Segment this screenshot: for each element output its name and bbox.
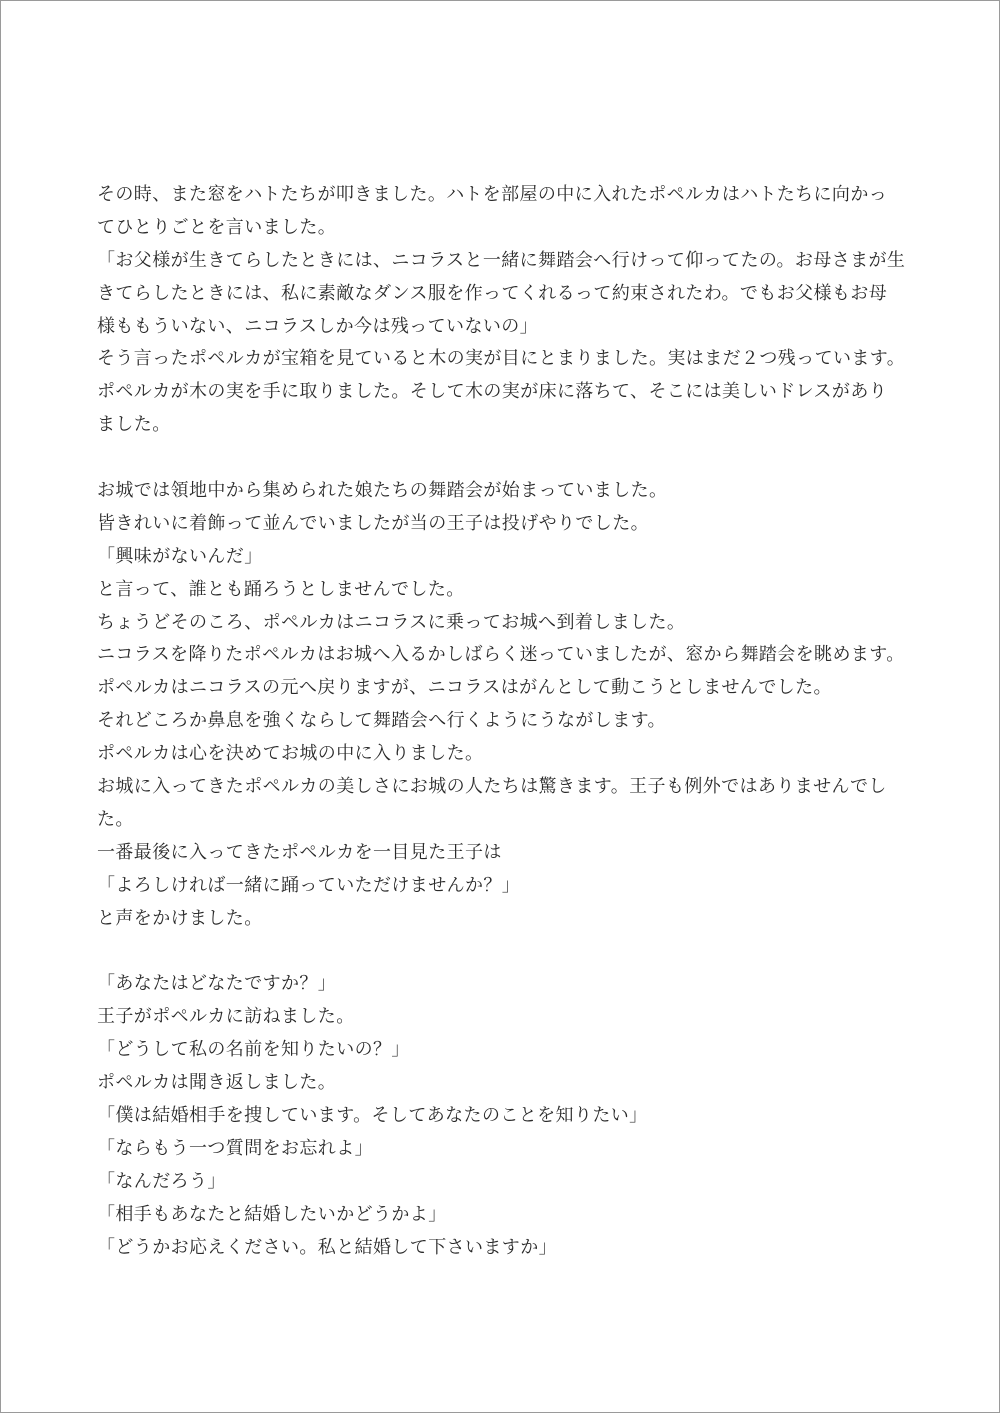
- text-line: 「ならもう一つ質問をお忘れよ」: [97, 1137, 373, 1159]
- paragraph-gap: [97, 935, 937, 968]
- text-line: ポペルカが木の実を手に取りました。そして木の実が床に落ちて、そこには美しいドレスがあり: [97, 381, 888, 403]
- paragraph-3: [97, 968, 937, 1264]
- text-line: と言って、誰とも踊ろうとしませんでした。: [97, 578, 465, 600]
- text-line: ポペルカは心を決めてお城の中に入りました。: [97, 743, 484, 765]
- text-line: てひとりごとを言いました。: [97, 216, 337, 238]
- text-line: きてらしたときには、私に素敵なダンス服を作ってくれるって約束されたわ。でもお父様もお母: [97, 282, 888, 304]
- text-line: お城に入ってきたポペルカの美しさにお城の人たちは驚きます。王子も例外ではありませんでし: [97, 776, 887, 798]
- text-line: ニコラスを降りたポペルカはお城へ入るかしばらく迷っていましたが、窓から舞踏会を眺めます。: [97, 644, 905, 666]
- text-line: 「よろしければ一緒に踊っていただけませんか？」: [97, 874, 521, 896]
- text-line: それどころか鼻息を強くならして舞踏会へ行くようにうながします。: [97, 710, 666, 732]
- text-line: 「僕は結婚相手を捜しています。そしてあなたのことを知りたい」: [97, 1104, 648, 1126]
- text-line: ました。: [97, 414, 171, 436]
- text-line: ちょうどそのころ、ポペルカはニコラスに乗ってお城へ到着しました。: [97, 611, 686, 633]
- paragraph-2: [97, 475, 937, 935]
- text-line: 様ももういない、ニコラスしか今は残っていないの」: [97, 315, 539, 337]
- text-line: 王子がポペルカに訪ねました。: [97, 1006, 355, 1028]
- text-line: 「どうして私の名前を知りたいの？」: [97, 1039, 410, 1061]
- text-line: と声をかけました。: [97, 907, 263, 929]
- text-line: ポペルカは聞き返しました。: [97, 1072, 337, 1094]
- text-line: 皆きれいに着飾って並んでいましたが当の王子は投げやりでした。: [97, 512, 649, 534]
- text-line: 一番最後に入ってきたポペルカを一目見た王子は: [97, 841, 502, 863]
- text-line: 「どうかお応えください。私と結婚して下さいますか」: [97, 1236, 557, 1258]
- text-line: 「興味がないんだ」: [97, 545, 263, 567]
- text-line: 「あなたはどなたですか？」: [97, 973, 337, 995]
- text-line: 「なんだろう」: [97, 1170, 226, 1192]
- text-line: 「相手もあなたと結婚したいかどうかよ」: [97, 1203, 447, 1225]
- story-text: [97, 179, 937, 1264]
- text-line: お城では領地中から集められた娘たちの舞踏会が始まっていました。: [97, 480, 668, 502]
- paragraph-gap: [97, 442, 937, 475]
- text-line: 「お父様が生きてらしたときには、ニコラスと一緒に舞踏会へ行けって仰ってたの。お母さまが生: [97, 249, 906, 271]
- text-line: そう言ったポペルカが宝箱を見ていると木の実が目にとまりました。実はまだ２つ残っています。: [97, 348, 906, 370]
- text-line: ポペルカはニコラスの元へ戻りますが、ニコラスはがんとして動こうとしませんでした。: [97, 677, 832, 699]
- text-line: た。: [97, 808, 134, 830]
- paragraph-1: [97, 179, 937, 442]
- text-line: その時、また窓をハトたちが叩きました。ハトを部屋の中に入れたポペルカはハトたちに向かっ: [97, 184, 888, 205]
